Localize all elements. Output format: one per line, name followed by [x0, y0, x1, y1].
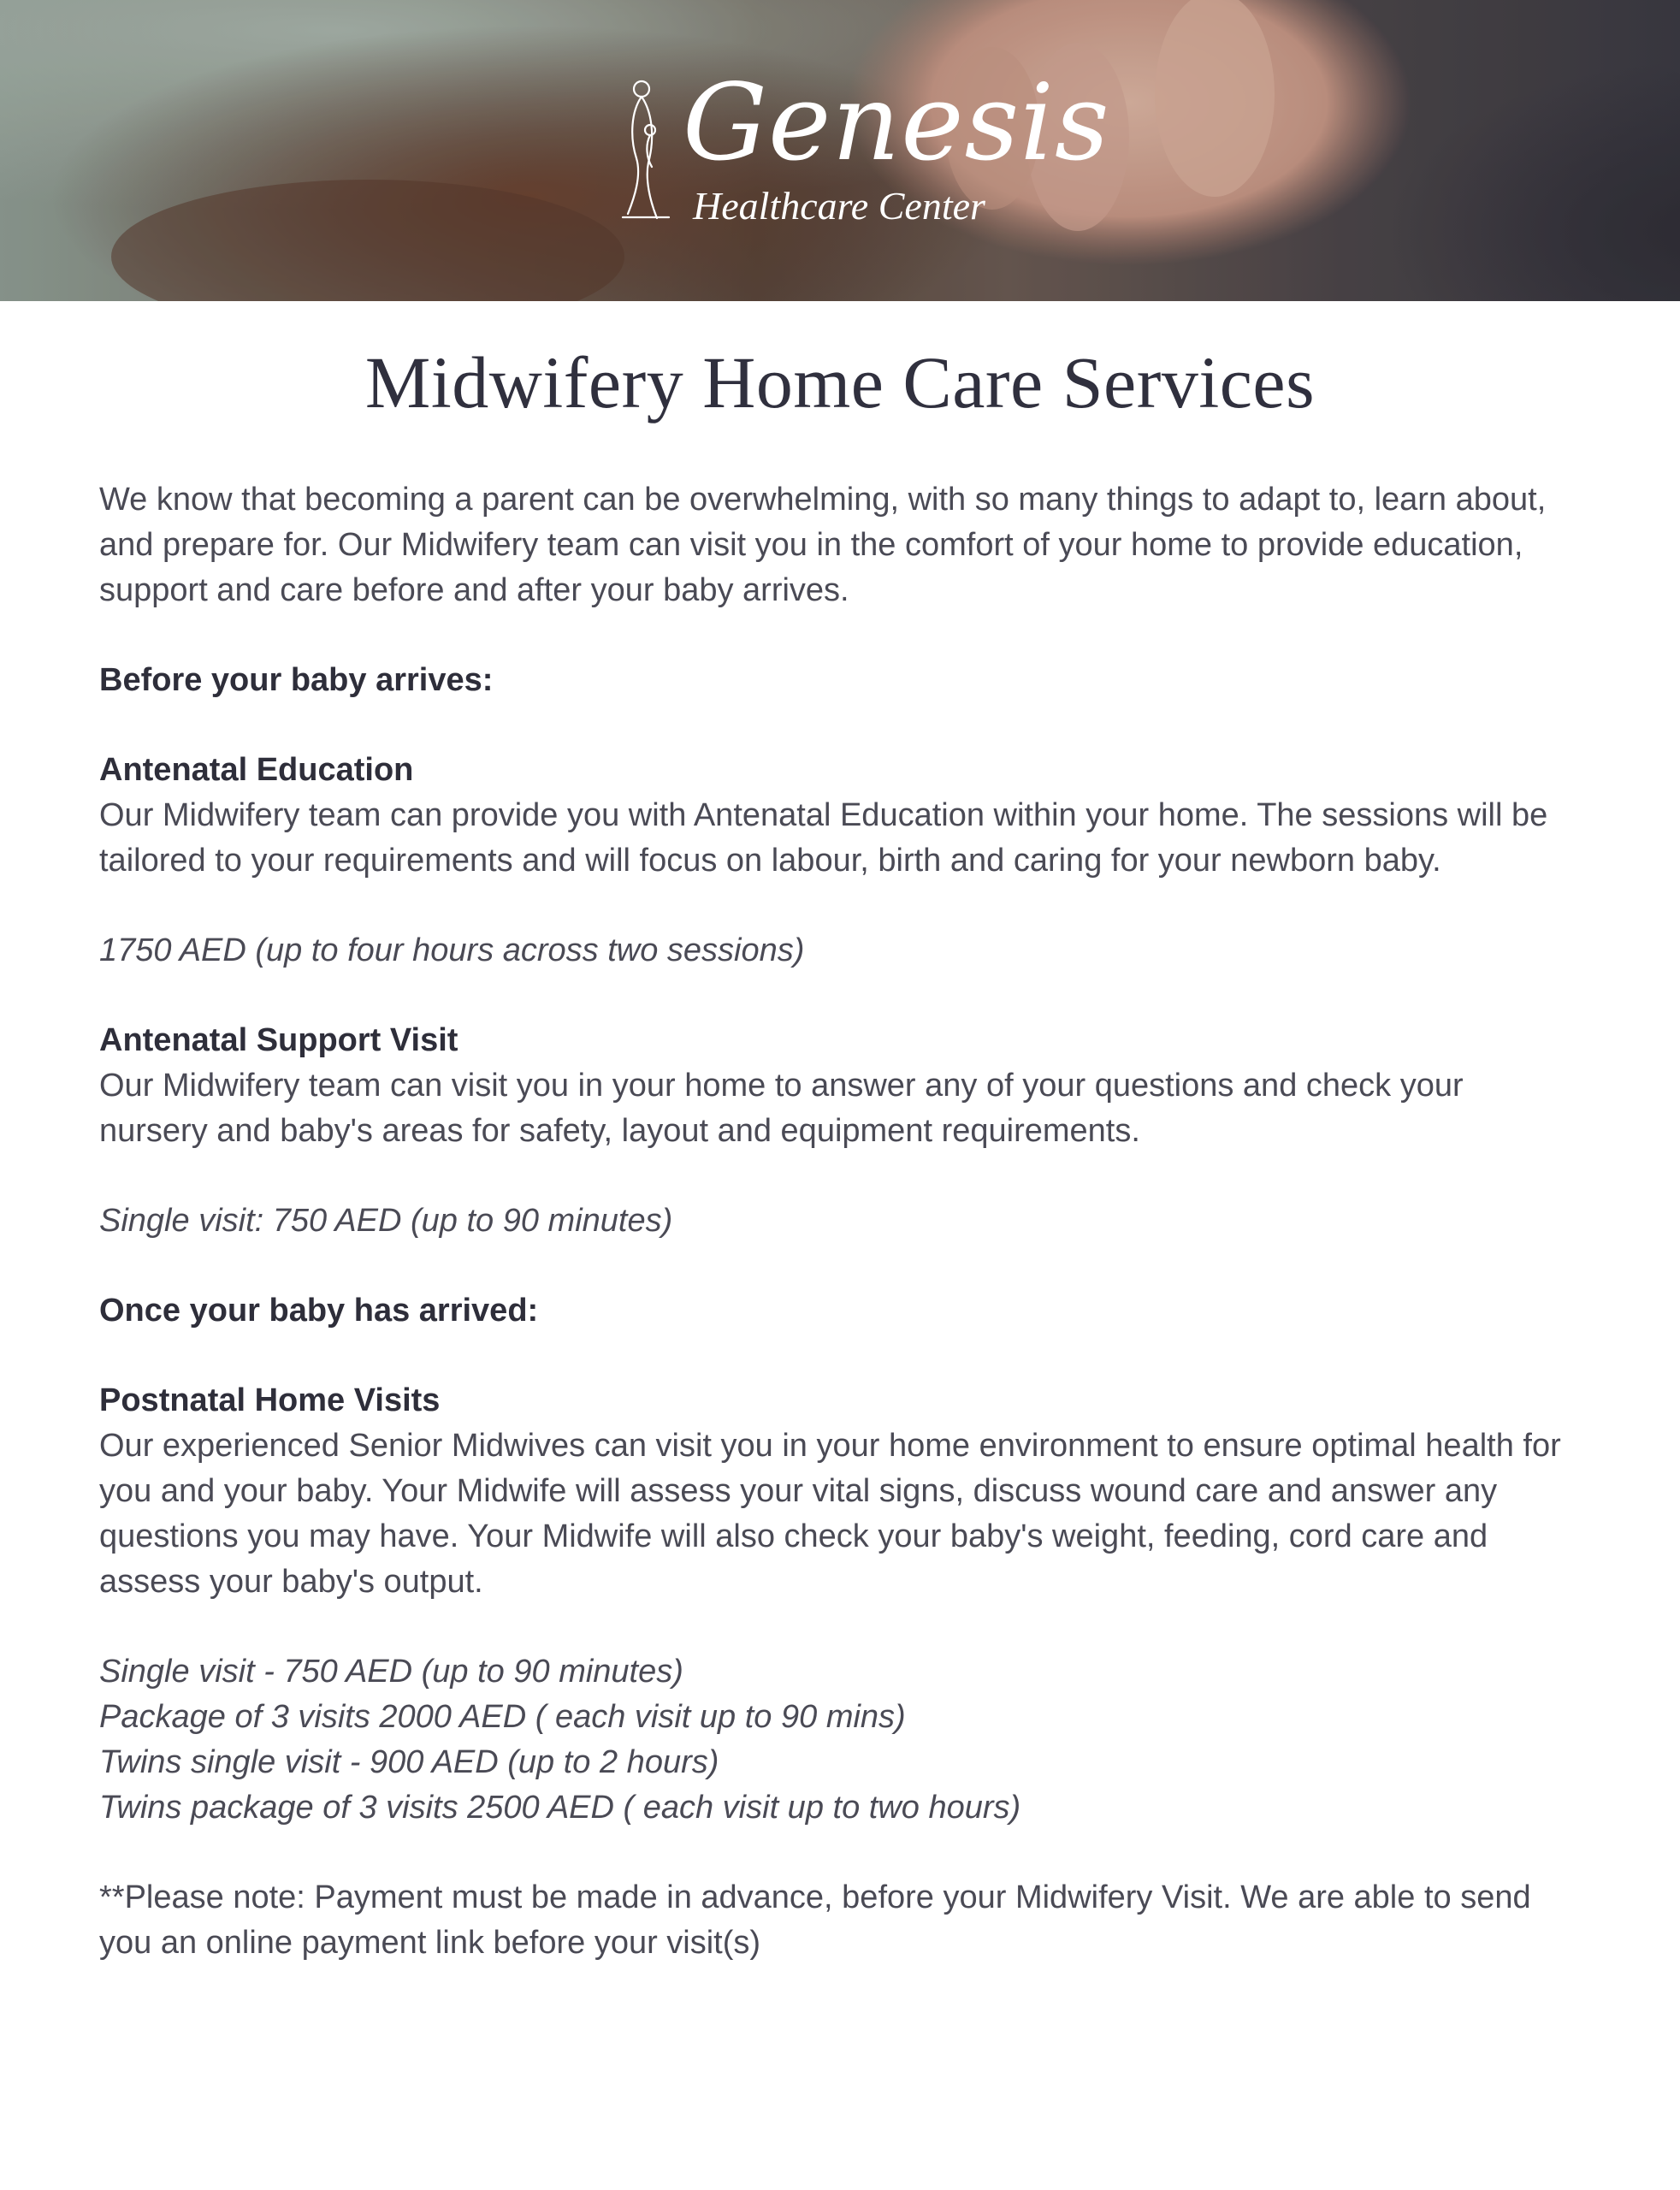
- antenatal-support-heading: Antenatal Support Visit: [99, 1022, 458, 1058]
- antenatal-support-body: Our Midwifery team can visit you in your home to answer any of your questions and check your nursery and baby's areas for safety, layout and equipment requirements.: [99, 1068, 1464, 1149]
- payment-note: **Please note: Payment must be made in advance, before your Midwifery Visit. We are able to send you an online payment link before your visit(s): [99, 1879, 1531, 1961]
- intro-paragraph: We know that becoming a parent can be overwhelming, with so many things to adapt to, learn about, and prepare for. Our Midwifery team can visit you in the comfort of your home to provide education, support and care before and after your baby arrives.: [99, 482, 1547, 608]
- postnatal-price-twins-package: Twins package of 3 visits 2500 AED ( each visit up to two hours): [99, 1790, 1021, 1826]
- page-title: Midwifery Home Care Services: [364, 341, 1316, 423]
- genesis-logo: [616, 62, 1110, 240]
- document-body: [99, 477, 1579, 1966]
- antenatal-education-price: 1750 AED (up to four hours across two sessions): [99, 932, 805, 968]
- antenatal-education-heading: Antenatal Education: [99, 752, 414, 788]
- antenatal-education-body: Our Midwifery team can provide you with Antenatal Education within your home. The sessions will be tailored to your requirements and will focus on labour, birth and caring for your newborn baby.: [99, 797, 1548, 879]
- logo-subtitle: Healthcare Center: [693, 184, 985, 228]
- postnatal-price-single: Single visit - 750 AED (up to 90 minutes): [99, 1654, 683, 1690]
- header-banner: [0, 0, 1680, 301]
- before-baby-heading: Before your baby arrives:: [99, 662, 494, 698]
- postnatal-price-twins-single: Twins single visit - 900 AED (up to 2 hours): [99, 1744, 719, 1780]
- after-baby-heading: Once your baby has arrived:: [99, 1293, 539, 1329]
- antenatal-support-price: Single visit: 750 AED (up to 90 minutes): [99, 1203, 673, 1239]
- mother-child-icon: [616, 77, 676, 222]
- postnatal-price-package: Package of 3 visits 2000 AED ( each visit up to 90 mins): [99, 1699, 906, 1735]
- postnatal-body: Our experienced Senior Midwives can visit you in your home environment to ensure optimal health for you and your baby. Your Midwife will assess your vital signs, discuss wound care and answer any questions you may have. Your Midwife will also check your baby's weight, feeding, cord care and assess your baby's output.: [99, 1428, 1561, 1600]
- postnatal-heading: Postnatal Home Visits: [99, 1382, 441, 1418]
- logo-title: Genesis: [683, 62, 1110, 185]
